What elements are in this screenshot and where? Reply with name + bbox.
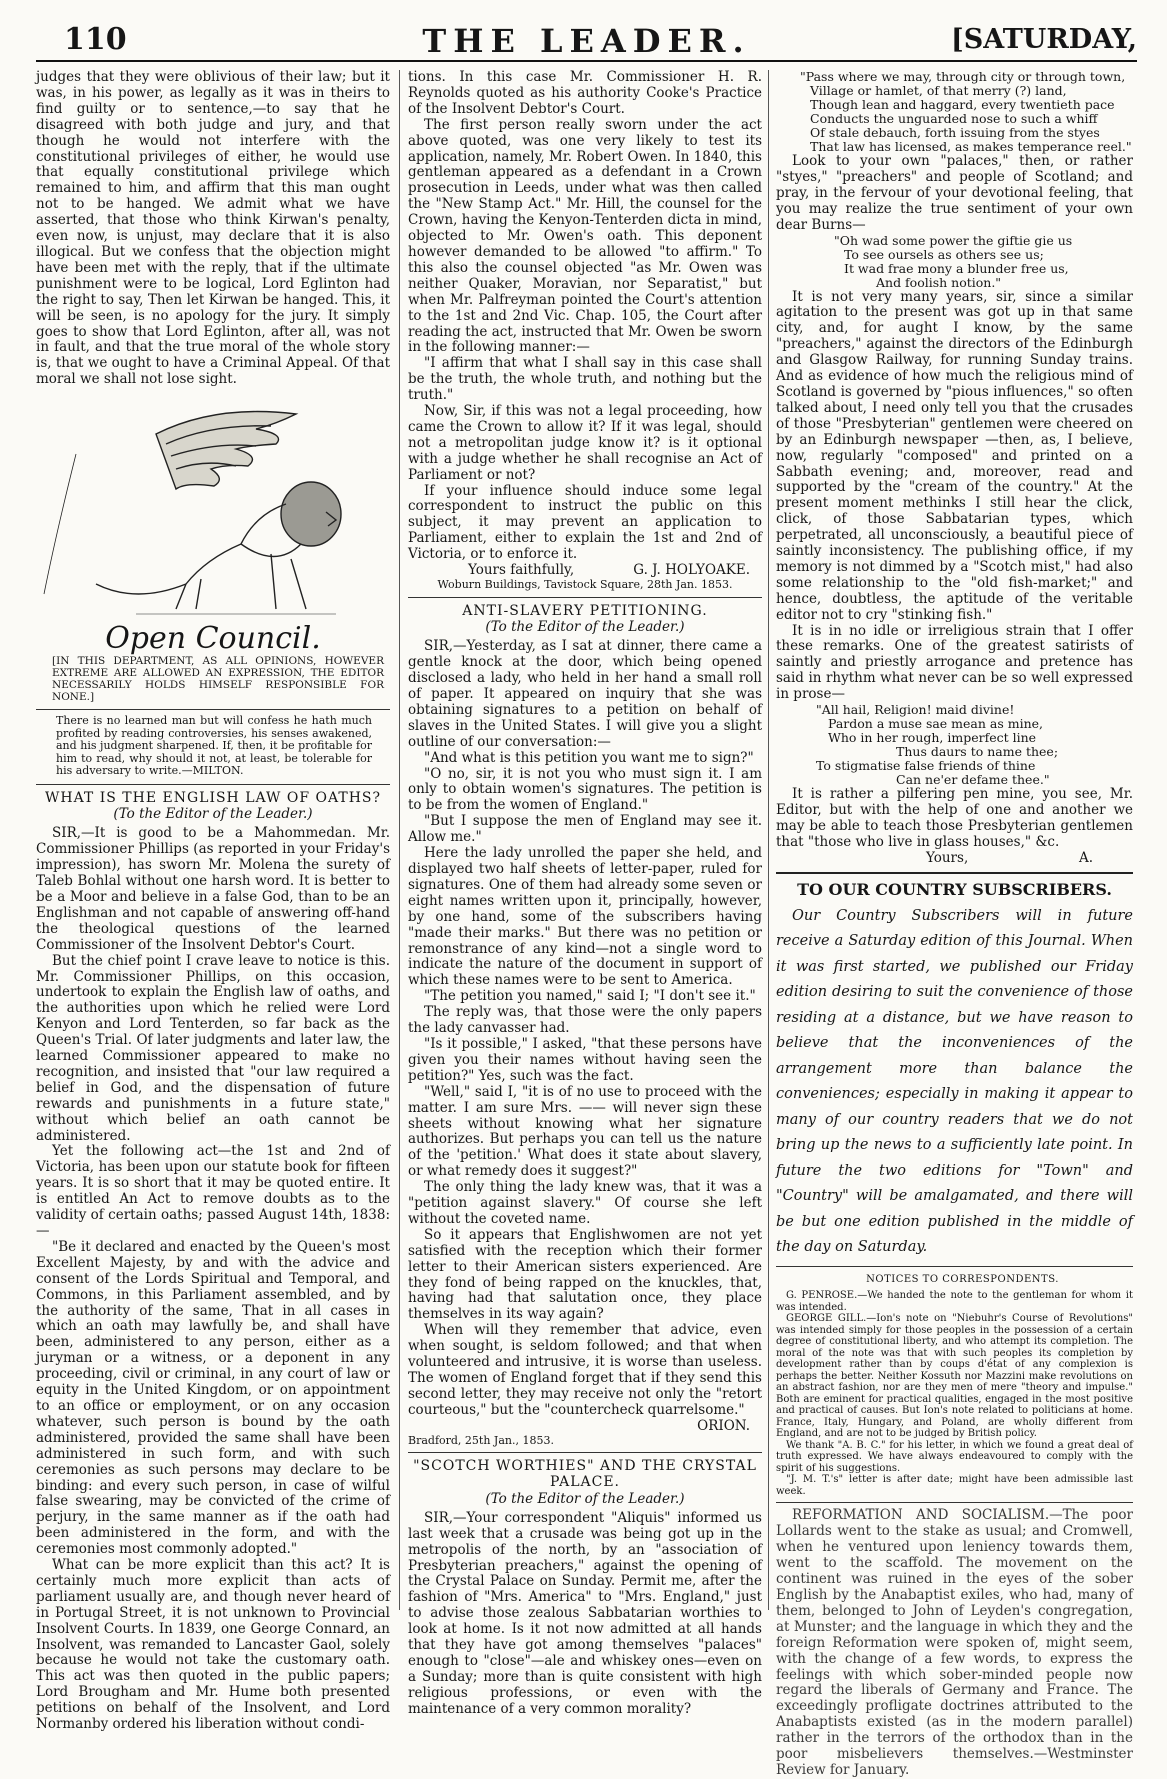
poem-line: "Pass where we may, through city or through town, <box>800 69 1126 84</box>
correspondents-heading: NOTICES TO CORRESPONDENTS. <box>866 1273 1059 1285</box>
divider <box>776 1266 1133 1267</box>
divider <box>776 1502 1133 1503</box>
poem-burns-2 <box>776 703 1133 787</box>
scotch-worthies-heading: "SCOTCH WORTHIES" AND THE CRYSTAL PALACE. <box>413 1458 757 1491</box>
anti-slavery-heading: ANTI-SLAVERY PETITIONING. <box>462 602 708 619</box>
scotch-paragraph-1: Look to your own "palaces," then, or rather "styes," "preachers" and people of Scotland; and pray, in the fervour of your devotional feeling, that you may realize the true sentiment of your own dear Burns— <box>776 153 1133 233</box>
column-1 <box>36 69 390 1733</box>
divider <box>36 709 390 710</box>
poem-line: Conducts the unguarded nose to such a whiff <box>810 111 1098 126</box>
poem-line: Village or hamlet, of that merry (?) land, <box>810 83 1067 98</box>
scotch-paragraph-3: It is in no idle or irreligious strain that I offer these remarks. One of the greatest satirists of saintly and priestly arrogance and pretence has said in rhythm what never can be so well expressed in prose— <box>776 622 1133 703</box>
anti-slavery-paragraph-12: When will they remember that advice, even when sought, is seldom followed; and that when volunteered and intrusive, it is worse than useless. The women of England forget that if they send this second letter, they may receive not only the "retort courteous," but the "countercheck quarrelsome." <box>408 1322 762 1418</box>
oaths-act-quote: "Be it declared and enacted by the Queen's most Excellent Majesty, by and with the advice and consent of the Lords Spiritual and Temporal, and Commons, in this Parliament assembled, and by the authority of the same, That in all cases in which an oath may lawfully be, and shall have been, administered to any person, either as a juryman or a witness, or a deponent in any proceeding, civil or criminal, in any court of law or equity in the United Kingdom, or on appointment to an office or employment, or on any occasion whatever, such person is bound by the oath administered, provided the same shall have been administered in such form, and with such ceremonies as such persons may declare to be binding: and every such person, in case of wilful false swearing, may be convicted of the crime of perjury, in the same manner as if the oath had been administered in the form, and with the ceremonies most commonly adopted." <box>36 1238 390 1558</box>
anti-slavery-paragraph-6: "The petition you named," said I; "I don't see it." <box>424 988 756 1005</box>
anti-slavery-to-editor: (To the Editor of the Leader.) <box>485 619 685 636</box>
country-subscribers-heading: TO OUR COUNTRY SUBSCRIBERS. <box>797 879 1112 899</box>
correspondent-note: "J. M. T.'s" letter is after date; might have been admissible last week. <box>776 1474 1133 1497</box>
oaths-paragraph-1: SIR,—It is good to be a Mahommedan. Mr. Commissioner Phillips (as reported in your Friday's impression), has sworn Mr. Molena the surety of Taleb Bohlal without one harsh word. It is better to be a Moor and believe in a false God, than to be an Englishman and not capable of answering off-hand the theological questions of the learned Commissioner of the Insolvent Debtor's Court. <box>36 825 390 953</box>
masthead <box>36 20 1137 62</box>
poem-line: Of stale debauch, forth issuing from the styes <box>810 125 1100 140</box>
owen-paragraph-4: Now, Sir, if this was not a legal proceeding, how came the Crown to allow it? If it was legal, should not a metropolitan judge know it? is it optional with a judge whether he shall recognise an Act of Parliament or not? <box>408 403 762 483</box>
newspaper-title: THE LEADER. <box>422 22 751 60</box>
anti-slavery-paragraph-3: "O no, sir, it is not you who must sign it. I am only to obtain women's signatures. The petition is to be from the women of England." <box>408 765 762 814</box>
milton-quote: There is no learned man but will confess he hath much profited by reading controversies, his senses awakened, and his judgment sharpened. If, then, it be profitable for him to read, why should it not, at least, be tolerable for his adversary to write.—MILTON. <box>56 714 372 778</box>
anti-slavery-paragraph-5: Here the lady unrolled the paper she held, and displayed two half sheets of letter-paper, ruled for signatures. One of them had already some seven or eight names written upon it, principally, however, by one hand, some of the subscribers having "made their marks." But there was no petition or remonstrance of any kind—not a single word to indicate the nature of the document in support of which these names were to be sent to America. <box>408 845 762 989</box>
signature-name: G. J. HOLYOAKE. <box>633 562 750 579</box>
open-council-heading: Open Council. <box>105 621 321 657</box>
country-subscribers-notice: Our Country Subscribers will in future receive a Saturday edition of this Journal. When it was first started, we published our Friday edition desiring to suit the convenience of those residing at a distance, but we have reason to believe that the inconveniences of the arrangement more than balance the conveniences; especially in making it appear to many of our country readers that we do not bring up the news to a sufficiently late point. In future the two editions for "Town" and "Country" will be amalgamated, and there will be but one edition published in the middle of the day on Saturday. <box>776 907 1133 1256</box>
correspondent-note: We thank "A. B. C." for his letter, in which we found a great deal of truth expressed. We have always endeavoured to comply with the spirit of his suggestions. <box>776 1439 1133 1474</box>
anti-slavery-paragraph-11: So it appears that Englishwomen are not yet satisfied with the reception which their former letter to their American sisters experienced. Are they fond of being rapped on the knuckles, that, having had that salutation once, they place themselves in its way again? <box>408 1226 762 1323</box>
correspondent-note: G. PENROSE.—We handed the note to the gentleman for whom it was intended. <box>776 1290 1133 1313</box>
anti-slavery-paragraph-8: "Is it possible," I asked, "that these persons have given you their names without having seen the petition?" Yes, such was the fact. <box>408 1035 762 1084</box>
anti-slavery-paragraph-7: The reply was, that those were the only papers the lady canvasser had. <box>408 1004 762 1037</box>
signature-name: ORION. <box>697 1417 750 1434</box>
oaths-to-editor: (To the Editor of the Leader.) <box>113 806 313 823</box>
anti-slavery-paragraph-4: "But I suppose the men of England may see it. Allow me." <box>408 813 762 846</box>
anti-slavery-paragraph-10: The only thing the lady knew was, that it was a "petition against slavery." Of course she left without the coveted name. <box>408 1179 762 1227</box>
page-number: 110 <box>64 22 127 57</box>
correspondent-note: GEORGE GILL.—Ion's note on "Niebuhr's Course of Revolutions" was intended simply for those peoples in the possession of a certain degree of constitutional liberty, and who attempt its completion. The moral of the note was that with such peoples its completion by development rather than by coups d'état of any complexion is perhaps the better. Neither Kossuth nor Mazzini make revolutions on an abstract fashion, nor are they men of mere "theory and impulse." Both are eminent for practical qualities, engaged in the most positive and practical of causes. But Ion's note related to politicians at home. France, Italy, Hungary, and Poland, are wholly different from England, and are not to be judged by British policy. <box>776 1313 1133 1440</box>
poem-line: "All hail, Religion! maid divine! <box>816 702 1015 718</box>
poem-line: And foolish notion." <box>876 274 1002 290</box>
department-disclaimer: [IN THIS DEPARTMENT, AS ALL OPINIONS, HOWEVER EXTREME ARE ALLOWED AN EXPRESSION, THE EDITOR NECESSARILY HOLDS HIMSELF RESPONSIBLE FOR NONE.] <box>52 655 384 704</box>
poem-cowper <box>776 70 1133 154</box>
oaths-paragraph-3: Yet the following act—the 1st and 2nd of Victoria, has been upon our statute book for fifteen years. It is so short that it may be quoted entire. It is entitled An Act to remove doubts as to the validity of certain oaths; passed August 14th, 1838:— <box>36 1143 390 1239</box>
holyoake-signature <box>468 563 750 579</box>
issue-day: [SATURDAY, <box>950 24 1137 55</box>
column-rule-1 <box>399 70 400 1610</box>
poem-line: Who in her rough, imperfect line <box>828 730 1037 746</box>
anti-slavery-paragraph-9: "Well," said I, "it is of no use to proceed with the matter. I am sure Mrs. —— will never sign these sheets without knowing what her signature authorizes. But perhaps you can tell us the nature of the 'petition.' What does it state about slavery, or what remedy does it suggest?" <box>408 1083 762 1180</box>
divider <box>776 872 1133 874</box>
oaths-paragraph-4: What can be more explicit than this act? It is certainly much more explicit than acts of parliament usually are, and though never heard of in Portugal Street, it is not unknown to Provincial Insolvent Courts. In 1839, one George Connard, an Insolvent, was remanded to Lancaster Gaol, solely because he would not take the customary oath. This act was then quoted in the public papers; Lord Brougham and Mr. Hume both presented petitions on behalf of the Insolvent, and Lord Normanby ordered his liberation without condi- <box>36 1557 390 1733</box>
poem-line: Thus daurs to name thee; <box>896 744 1059 760</box>
column-rule-2 <box>768 70 769 1610</box>
poem-line: It wad frae mony a blunder free us, <box>844 260 1069 276</box>
scotch-paragraph-2: It is not very many years, sir, since a similar agitation to the present was got up in that same city, and, for aught I know, by the same "preachers," against the directors of the Edinburgh and Glasgow Railway, for running Sunday trains. And as evidence of how much the religious mind of Scotland is governed by "pious influences," so often talked about, I need only tell you that the crusades of those "Presbyterian" gentlemen were cheered on by an Edinburgh newspaper —then, as, I believe, now, regularly "composed" and printed on a Sabbath evening; and, moreover, read and supported by the "cream of the country." At the present moment methinks I still hear the click, click, of those Sabbatarian types, which perpetrated, all unconsciously, a beautiful piece of saintly inconsistency. The publishing office, if my memory is not dimmed by a "Scotch mist," had also some relationship to the "old fish-market;" and hence, doubtless, the aptitude of the veritable editor not to cry "stinking fish." <box>776 288 1133 623</box>
oaths-paragraph-2: But the chief point I crave leave to notice is this. Mr. Commissioner Phillips, on this occasion, undertook to explain the English law of oaths, and the authorities upon which he relied were Lord Kenyon and Lord Tenterden, so far back as the Queen's Trial. Of later judgments and later law, the learned Commissioner appeared to make no recognition, and insisted that "our law required a belief in God, and the dispensation of future rewards and punishments in a future state," without which belief an oath cannot be administered. <box>36 952 390 1144</box>
divider <box>36 784 390 785</box>
scotch-worthies-paragraph-1: SIR,—Your correspondent "Aliquis" informed us last week that a crusade was being got up in the metropolis of the north, by an "association of Presbyterian preachers," against the opening of the Crystal Palace on Sunday. Permit me, after the fashion of "Mrs. America" to "Mrs. England," just to advise those zealous Sabbatarian worthies to look at home. Is it not now admitted at all hands that they have got among themselves "palaces" enough to "close"—ale and whiskey ones—even on a Sunday; more than is quite consistent with high religious professions, or even with the maintenance of a very common morality? <box>408 1509 762 1717</box>
owen-paragraph-3: "I affirm that what I shall say in this case shall be the truth, the whole truth, and nothing but the truth." <box>408 355 762 404</box>
signature-name: A. <box>1078 849 1093 866</box>
poem-line: Can ne'er defame thee." <box>896 772 1050 788</box>
poem-line: To stigmatise false friends of thine <box>816 758 1036 774</box>
owen-paragraph-2: The first person really sworn under the act above quoted, was one very likely to test its application, namely, Mr. Robert Owen. In 1840, this gentleman appeared as a defendant in a Crown prosecution in Leeds, under what was then called the "New Stamp Act." Mr. Hill, the counsel for the Crown, having the Kenyon-Tenterden dicta in mind, objected to Mr. Owen's oath. This deponent however demanded to be allowed "to affirm." To this also the counsel objected "as Mr. Owen was neither Quaker, Moravian, nor Separatist," but when Mr. Palfreyman pointed the Court's attention to the 1st and 2nd Vic. Chap. 105, the Court after reading the act, instructed that Mr. Owen be sworn in the following manner:— <box>408 116 762 356</box>
anti-slavery-paragraph-2: "And what is this petition you want me to sign?" <box>424 749 754 766</box>
orion-signature <box>468 1419 750 1435</box>
owen-paragraph-5: If your influence should induce some legal correspondent to instruct the public on this subject, it may prevent an application to Parliament, either to explain the 1st and 2nd of Victoria, or to enforce it. <box>408 482 762 563</box>
scotch-worthies-to-editor: (To the Editor of the Leader.) <box>485 1490 685 1507</box>
signature-closing: Yours, <box>926 849 969 866</box>
poem-line: To see oursels as others see us; <box>844 246 1044 262</box>
winged-lion-illustration <box>36 394 390 629</box>
poem-line: "Oh wad some power the giftie gie us <box>834 232 1073 248</box>
reformation-paragraph: REFORMATION AND SOCIALISM.—The poor Lollards went to the stake as usual; and Cromwell, when he ventured upon leniency towards them, went to the scaffold. The movement on the continent was ruined in the eyes of the sober English by the Anabaptist exiles, who had, many of them, belonged to John of Leyden's congregation, at Munster; and the language in which they and the foreign Reformation were spoken of, might seem, with the change of a few words, to express the feelings with which sober-minded people now regard the liberals of Germany and France. The exceedingly profligate doctrines attributed to the Anabaptists existed (as in the modern parallel) rather in the terrors of the orthodox than in the poor misbelievers themselves.—Westminster Review for January. <box>776 1507 1133 1778</box>
poem-line: Though lean and haggard, every twentieth pace <box>810 97 1115 112</box>
anti-slavery-paragraph-1: SIR,—Yesterday, as I sat at dinner, there came a gentle knock at the door, which being opened disclosed a lady, who held in her hand a small roll of paper. It appeared on inquiry that she was obtaining signatures to a petition on behalf of slaves in the United States. I will give you a slight outline of our conversation:— <box>408 638 762 750</box>
scotch-paragraph-4: It is rather a pilfering pen mine, you see, Mr. Editor, but with the help of one and another we may be able to teach those Presbyterian gentlemen that "those who live in glass houses," &c. <box>776 786 1133 850</box>
oaths-heading: WHAT IS THE ENGLISH LAW OF OATHS? <box>44 789 382 806</box>
poem-line: That law has licensed, as makes temperance reel." <box>810 139 1132 154</box>
kirwan-paragraph: judges that they were oblivious of their law; but it was, in his power, as legally as it was in theirs to find guilty or to sentence,—to say that he disagreed with both judge and jury, and that though he would not interfere with the constitutional privileges of either, he would use that equally constitutional privilege which remained to him, and affirm that this man ought not to be hanged. We admit what we have asserted, that those who think Kirwan's penalty, even now, is unjust, may declare that it is also illogical. But we confess that the objection might have been met with the reply, that if the ultimate punishment were to be logical, Lord Eglinton had the right to say, Then let Kirwan be hanged. This, it will be seen, is no apology for the jury. It simply goes to show that Lord Eglinton, after all, was not in fault, and that the true moral of the whole story is, that we ought to have a Criminal Appeal. Of that moral we shall not lose sight. <box>36 69 390 388</box>
a-signature <box>926 851 1093 867</box>
divider <box>408 1452 762 1453</box>
signature-closing: Yours faithfully, <box>468 562 575 579</box>
owen-paragraph-1: tions. In this case Mr. Commissioner H. R. Reynolds quoted as his authority Cooke's Practice of the Insolvent Debtor's Court. <box>408 69 762 117</box>
column-3 <box>776 69 1133 1778</box>
column-2 <box>408 69 762 1717</box>
winged-lion-icon <box>36 394 390 629</box>
poem-line: Pardon a muse sae mean as mine, <box>828 716 1044 732</box>
poem-burns-1 <box>776 234 1133 290</box>
holyoake-address: Woburn Buildings, Tavistock Square, 28th Jan. 1853. <box>437 578 733 591</box>
orion-address: Bradford, 25th Jan., 1853. <box>408 1433 554 1447</box>
divider <box>408 597 762 598</box>
